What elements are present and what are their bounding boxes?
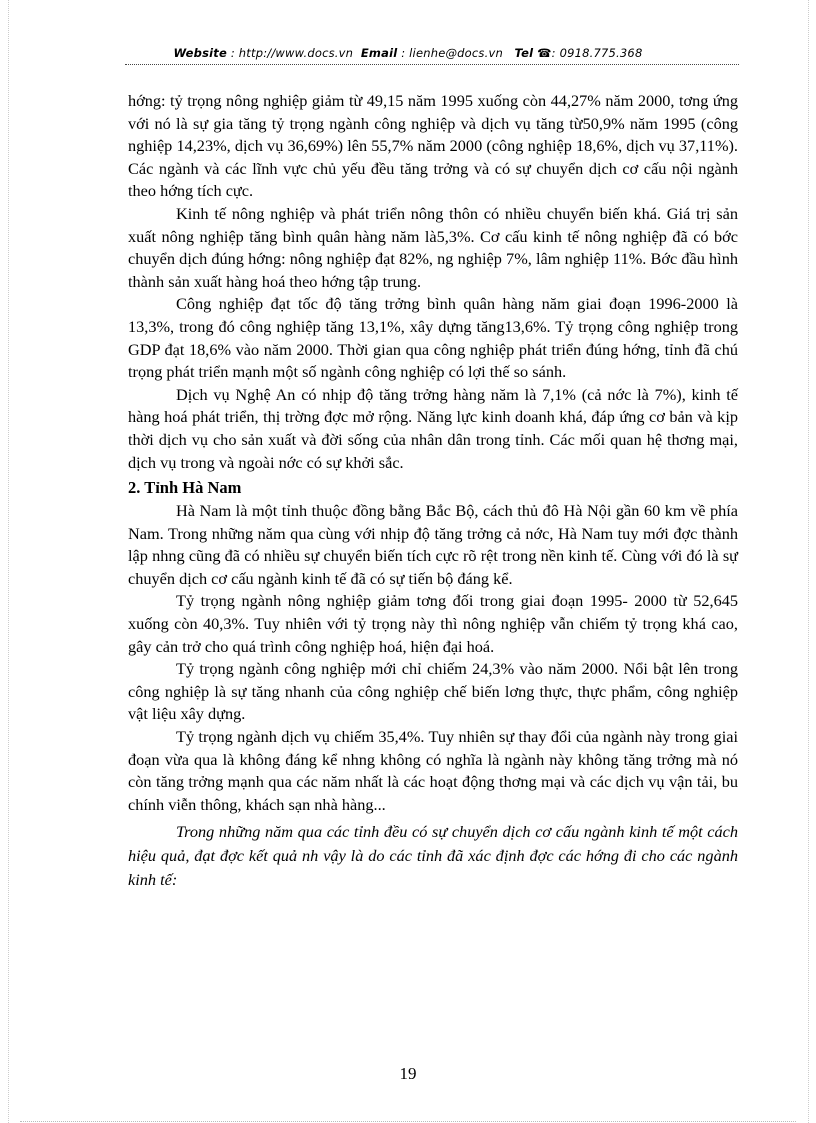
italic-paragraph: Trong những năm qua các tỉnh đều có sự chuyển dịch cơ cấu ngành kinh tế một cách hiệu quả, đạt đợc kết quả nh vậy là do các tỉnh đã xác định đợc các hớng đi cho các ngành kinh tế: [128,822,738,890]
email-label: Email [360,46,398,60]
header-divider [125,64,739,65]
page-header [0,46,816,60]
paragraph: Dịch vụ Nghệ An có nhịp độ tăng trởng hàng năm là 7,1% (cả nớc là 7%), kinh tế hàng hoá phát triển, thị trờng đợc mở rộng. Năng lực kinh doanh khá, đáp ứng cơ bản và kịp thời dịch vụ cho sản xuất và đời sống của nhân dân trong tỉnh. Các mối quan hệ thơng mại, dịch vụ trong và ngoài nớc có sự khởi sắc. [128,384,738,472]
footer-divider [20,1121,796,1122]
tel-label: Tel [514,46,534,60]
email-value[interactable]: : lienhe@docs.vn [401,46,503,60]
paragraph: Tỷ trọng ngành nông nghiệp giảm tơng đối trong giai đoạn 1995- 2000 từ 52,645 xuống còn 40,3%. Tuy nhiên với tỷ trọng này thì nông nghiệp vẫn chiếm tỷ trọng khá cao, gây cản trở cho quá trình công nghiệp hoá, hiện đại hoá. [128,591,738,656]
paragraph: hớng: tỷ trọng nông nghiệp giảm từ 49,15 năm 1995 xuống còn 44,27% năm 2000, tơng ứng với nó là sự gia tăng tỷ trọng ngành công nghiệp và dịch vụ tăng từ50,9% năm 1995 (công nghiệp 14,23%, dịch vụ 36,69%) lên 55,7% năm 2000 (công nghiệp 18,6%, dịch vụ 37,11%). Các ngành và các lĩnh vực chủ yếu đều tăng trởng và có sự chuyển dịch cơ cấu nội ngành theo hớng tích cực. [128,91,738,201]
page-body [128,90,738,892]
paragraph: Công nghiệp đạt tốc độ tăng trởng bình quân hàng năm giai đoạn 1996-2000 là 13,3%, trong đó công nghiệp tăng 13,1%, xây dựng tăng13,6%. Tỷ trọng công nghiệp trong GDP đạt 18,6% vào năm 2000. Thời gian qua công nghiệp phát triển đúng hớng, tỉnh đã chú trọng phát triển mạnh một số ngành công nghiệp có lợi thế so sánh. [128,294,738,382]
section-heading: 2. Tỉnh Hà Nam [128,478,242,498]
paragraph: Hà Nam là một tỉnh thuộc đồng bằng Bắc Bộ, cách thủ đô Hà Nội gần 60 km về phía Nam. Trong những năm qua cùng với nhịp độ tăng trởng cả nớc, Hà Nam tuy mới đợc thành lập nhng cũng đã có nhiều sự chuyển biến tích cực rõ rệt trong nền kinh tế. Cùng với đó là sự chuyển dịch cơ cấu ngành kinh tế đã có sự tiến bộ đáng kể. [128,501,738,588]
paragraph: Tỷ trọng ngành dịch vụ chiếm 35,4%. Tuy nhiên sự thay đổi của ngành này trong giai đoạn vừa qua là không đáng kể nhng không có nghĩa là ngành này không tăng trởng mà nó còn tăng trởng mạnh qua các năm nhất là các hoạt động thơng mại và các dịch vụ vận tải, bu chính viễn thông, khách sạn nhà hàng... [128,727,738,814]
page-margin-right [808,0,809,1123]
paragraph: Tỷ trọng ngành công nghiệp mới chỉ chiếm 24,3% vào năm 2000. Nổi bật lên trong công nghiệp là sự tăng nhanh của công nghiệp chế biến lơng thực, thực phẩm, công nghiệp vật liệu xây dựng. [128,659,738,724]
website-url[interactable]: : http://www.docs.vn [230,46,354,60]
tel-value: : 0918.775.368 [551,46,643,60]
page-number: 19 [399,1064,417,1083]
page-margin-left [8,0,9,1123]
paragraph: Kinh tế nông nghiệp và phát triển nông thôn có nhiều chuyển biến khá. Giá trị sản xuất nông nghiệp tăng bình quân hàng năm là5,3%. Cơ cấu kinh tế nông nghiệp đã có bớc chuyển dịch đúng hớng: nông nghiệp đạt 82%, ng nghiệp 7%, lâm nghiệp 11%. Bớc đầu hình thành sản xuất hàng hoá theo hớng tập trung. [128,203,738,291]
phone-icon: ☎ [537,46,552,60]
website-label: Website [173,46,227,60]
